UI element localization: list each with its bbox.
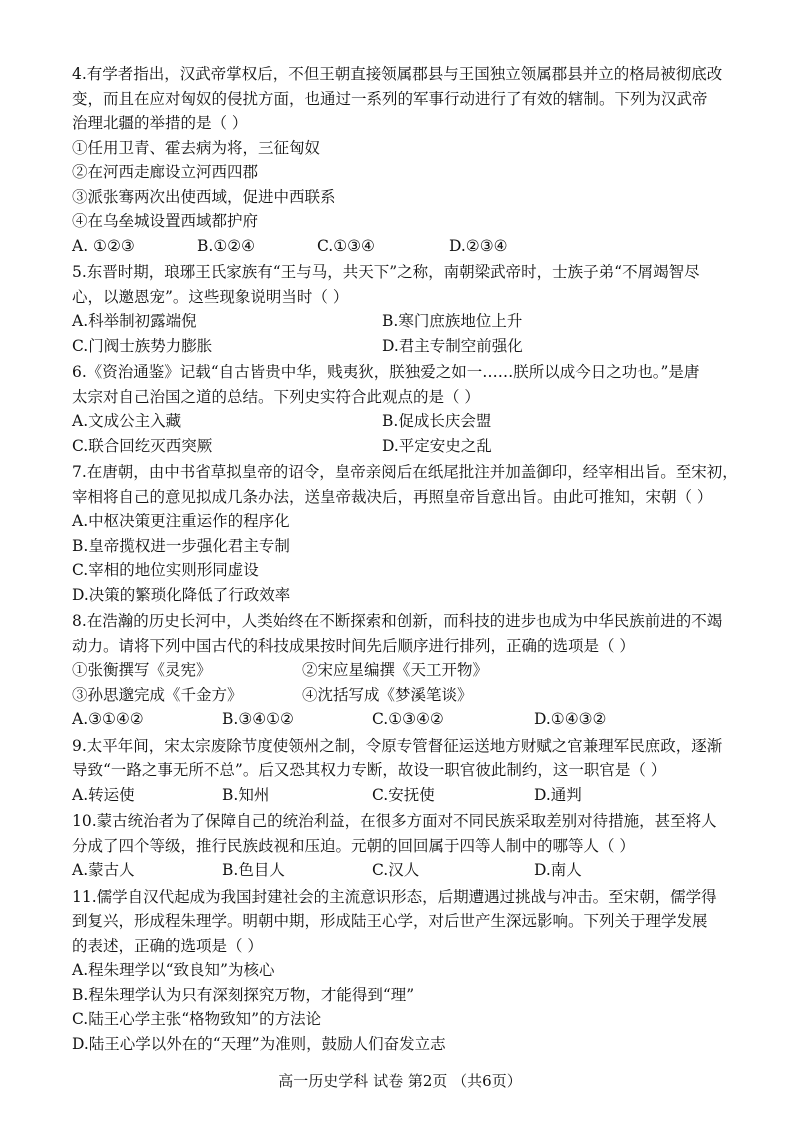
answer-options	[72, 434, 752, 459]
option-a: A.程朱理学以“致良知”为核心	[72, 961, 275, 979]
question-stem: 宰相将自己的意见拟成几条办法，送皇帝裁决后，再照皇帝旨意出旨。由此可推知，宋朝（ ）	[72, 487, 713, 506]
question-stem: 太宗对自己治国之道的总结。下列史实符合此观点的是（ ）	[72, 387, 480, 406]
option-d: D.通判	[534, 785, 582, 804]
option-a: A.文成公主入藏	[72, 412, 182, 430]
option-b: B.程朱理学认为只有深刻探究万物，才能得到“理”	[72, 985, 415, 1004]
question-7	[72, 460, 752, 607]
statement-item: ③孙思邈完成《千金方》	[72, 685, 243, 704]
question-8	[72, 609, 752, 732]
option-a: A.蒙古人	[72, 861, 135, 879]
question-stem: 治理北疆的举措的是（ ）	[72, 114, 248, 132]
option-a: A.科举制初露端倪	[72, 312, 197, 330]
option-c: C.宰相的地位实则形同虚设	[72, 561, 259, 579]
option-d: D.君主专制空前强化	[382, 336, 523, 355]
statement-item: ②宋应星编撰《天工开物》	[302, 661, 489, 679]
question-list	[72, 62, 752, 1058]
option-d: D.陆王心学以外在的“天理”为准则，鼓励人们奋发立志	[72, 1034, 446, 1053]
statement-item: ②在河西走廊设立河西四郡	[72, 163, 259, 181]
answer-options	[72, 858, 752, 883]
answer-options	[72, 334, 752, 359]
question-stem: 6.《资治通鉴》记载“自古皆贵中华，贱夷狄，朕独爱之如一……朕所以成今日之功也。”是唐	[72, 363, 700, 381]
page-footer: 高一历史学科 试卷 第2页 （共6页）	[278, 1072, 522, 1090]
option-b: B.皇帝揽权进一步强化君主专制	[72, 536, 290, 555]
option-a: A.转运使	[72, 785, 135, 804]
option-a: A.中枢决策更注重运作的程序化	[72, 512, 290, 530]
answer-options	[72, 409, 752, 434]
answer-options	[72, 234, 752, 259]
option-c: C.联合回纥灭西突厥	[72, 436, 213, 455]
question-stem: 9.太平年间，宋太宗废除节度使领州之制，令原专管督征运送地方财赋之官兼理军民庶政，逐渐	[72, 736, 723, 755]
question-stem: 8.在浩瀚的历史长河中，人类始终在不断探索和创新，而科技的进步也成为中华民族前进的不竭	[72, 612, 723, 630]
option-d: D.决策的繁琐化降低了行政效率	[72, 585, 291, 604]
option-b: B.色目人	[222, 861, 285, 879]
question-stem: 7.在唐朝，由中书省草拟皇帝的诏令，皇帝亲阅后在纸尾批注并加盖御印，经宰相出旨。至宋初，	[72, 463, 738, 481]
option-d: D.②③④	[449, 236, 508, 255]
question-stem: 的表述，正确的选项是（ ）	[72, 936, 263, 955]
answer-options	[72, 309, 752, 334]
option-a: A. ①②③	[72, 236, 135, 255]
option-c: C.①③④	[317, 236, 375, 255]
option-c: C.汉人	[372, 861, 420, 879]
question-4	[72, 62, 752, 258]
question-9	[72, 734, 752, 808]
question-stem: 到复兴，形成程朱理学。明朝中期，形成陆王心学，对后世产生深远影响。下列关于理学发展	[72, 912, 708, 930]
statement-items	[72, 683, 752, 708]
statement-item: ④沈括写成《梦溪笔谈》	[302, 685, 473, 704]
option-b: B.①②④	[197, 236, 256, 255]
question-stem: 4.有学者指出，汉武帝掌权后，不但王朝直接领属郡县与王国独立领属郡县并立的格局被彻底改	[72, 65, 723, 83]
option-d: D.南人	[534, 861, 582, 879]
statement-item: ①任用卫青、霍去病为将，三征匈奴	[72, 138, 321, 157]
option-a: A.③①④②	[72, 710, 144, 728]
option-c: C.安抚使	[372, 785, 435, 804]
question-stem: 变，而且在应对匈奴的侵扰方面，也通过一系列的军事行动进行了有效的辖制。下列为汉武帝	[72, 89, 708, 108]
question-stem: 分成了四个等级，推行民族歧视和压迫。元朝的回回属于四等人制中的哪等人（ ）	[72, 836, 635, 855]
question-5	[72, 260, 752, 358]
option-d: D.平定安史之乱	[382, 436, 492, 455]
answer-options	[72, 707, 752, 732]
statement-items	[72, 658, 752, 683]
option-c: C.陆王心学主张“格物致知”的方法论	[72, 1010, 322, 1028]
question-stem: 5.东晋时期，琅琊王氏家族有“王与马，共天下”之称，南朝梁武帝时，士族子弟“不屑竭智尽	[72, 263, 700, 281]
option-b: B.促成长庆会盟	[382, 412, 492, 430]
question-stem: 10.蒙古统治者为了保障自己的统治利益，在很多方面对不同民族采取差别对待措施，甚至将人	[72, 812, 717, 830]
option-b: B.③④①②	[222, 710, 294, 728]
question-stem: 导致“一路之事无所不总”。后又恐其权力专断，故设一职官彼此制约，这一职官是（ ）	[72, 761, 667, 779]
question-stem: 动力。请将下列中国古代的科技成果按时间先后顺序进行排列，正确的选项是（ ）	[72, 636, 635, 655]
question-11	[72, 885, 752, 1057]
answer-options	[72, 783, 752, 808]
question-stem: 心，以邀恩宠”。这些现象说明当时（ ）	[72, 287, 349, 306]
option-b: B.寒门庶族地位上升	[382, 312, 523, 330]
option-c: C.①③④②	[372, 710, 444, 728]
option-b: B.知州	[222, 785, 270, 804]
statement-item: ④在乌垒城设置西域都护府	[72, 212, 259, 230]
option-d: D.①④③②	[534, 710, 607, 728]
statement-item: ③派张骞两次出使西域，促进中西联系	[72, 187, 336, 206]
question-6	[72, 360, 752, 458]
question-stem: 11.儒学自汉代起成为我国封建社会的主流意识形态，后期遭遇过挑战与冲击。至宋朝，儒学得	[72, 887, 717, 906]
question-10	[72, 809, 752, 883]
option-c: C.门阀士族势力膨胀	[72, 336, 213, 355]
statement-item: ①张衡撰写《灵宪》	[72, 661, 212, 679]
